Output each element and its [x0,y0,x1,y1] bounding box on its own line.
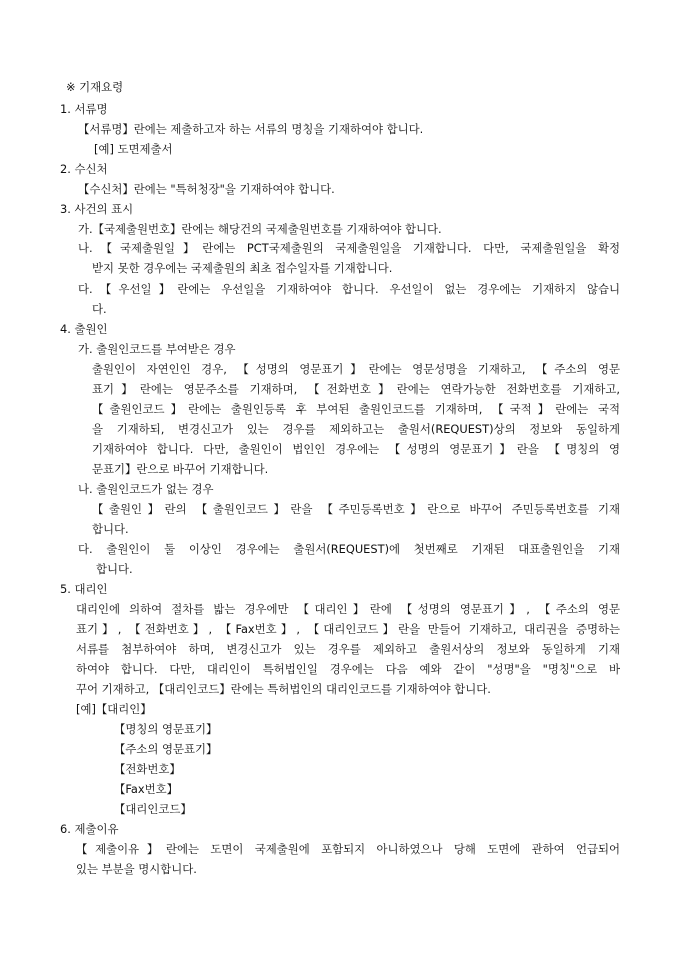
section-4-item-b-line1: 【출원인】란의 【출원인코드】란을 【주민등록번호】란으로 바꾸어 주민등록번호를 기재 [92,502,620,516]
section-5-para-line2: 표기】, 【전화번호】, 【Fax번호】, 【대리인코드】란을 만들어 기재하고, 대리권을 증명하는 [76,622,620,636]
section-4-item-a-line4: 을 기재하되, 변경신고가 있는 경우를 제외하고는 출원서(REQUEST)상의 정보와 동일하게 [92,422,620,436]
section-5-para-line5: 꾸어 기재하고, 【대리인코드】란에는 특허법인의 대리인코드를 기재하여야 합니다. [76,682,491,696]
section-4-item-a-line5: 기재하여야 합니다. 다만, 출원인이 법인인 경우에는 【성명의 영문표기】란을 【명칭의 영 [92,442,620,456]
section-4-title: 4. 출원인 [60,322,108,336]
section-4-item-a-title: 가. 출원인코드를 부여받은 경우 [78,342,236,356]
section-1-example: [예] 도면제출서 [94,142,173,156]
section-5-para-line3: 서류를 첨부하여야 하며, 변경신고가 있는 경우를 제외하고 출원서상의 정보와 동일하게 기재 [76,642,620,656]
section-5-para-line1: 대리인에 의하여 절차를 밟는 경우에만 【대리인】란에 【성명의 영문표기】, 【주소의 영문 [76,602,620,616]
section-6-title: 6. 제출이유 [60,822,119,836]
section-4-item-a-line6: 문표기】란으로 바꾸어 기재합니다. [92,462,269,476]
section-2-title: 2. 수신처 [60,162,108,176]
section-3-item-c-line2: 다. [92,302,107,316]
section-5-example-item: 【대리인코드】 [114,802,192,816]
section-3-item-b-line2: 받지 못한 경우에는 국제출원의 최초 접수일자를 기재합니다. [92,261,393,275]
section-1-body: 【서류명】란에는 제출하고자 하는 서류의 명칭을 기재하여야 합니다. [78,122,424,136]
section-4-item-b-line2: 합니다. [92,522,129,536]
section-3-item-b-line1: 나.【국제출원일】란에는 PCT국제출원의 국제출원일을 기재합니다. 다만, 국제출원일을 확정 [78,241,620,255]
section-6-para-line2: 있는 부분을 명시합니다. [76,862,197,876]
section-3-item-c-line1: 다.【우선일】란에는 우선일을 기재하여야 합니다. 우선일이 없는 경우에는 기재하지 않습니 [78,282,620,296]
section-4-item-a-line3: 【출원인코드】란에는 출원인등록 후 부여된 출원인코드를 기재하며, 【국적】란에는 국적 [92,402,620,416]
section-5-example-item: 【전화번호】 [114,762,181,776]
section-5-example: [예]【대리인】 [76,702,152,716]
section-4-item-c-line1: 다. 출원인이 둘 이상인 경우에는 출원서(REQUEST)에 첫번째로 기재된 대표출원인을 기재 [78,542,620,556]
section-5-example-item: 【명칭의 영문표기】 [114,722,218,736]
section-6-para-line1: 【제출이유】란에는 도면이 국제출원에 포함되지 아니하였으나 당해 도면에 관하여 언급되어 [76,842,620,856]
section-4-item-c-line2: 합니다. [96,562,133,576]
section-4-item-a-line1: 출원인이 자연인인 경우, 【성명의 영문표기】란에는 영문성명을 기재하고, 【주소의 영문 [92,362,620,376]
section-5-example-item: 【Fax번호】 [114,782,179,796]
section-5-para-line4: 하여야 합니다. 다만, 대리인이 특허법인일 경우에는 다음 예와 같이 "성명"을 "명칭"으로 바 [76,662,620,676]
section-5-example-item: 【주소의 영문표기】 [114,742,218,756]
section-3-title: 3. 사건의 표시 [60,202,134,216]
instructions-header: ※ 기재요령 [66,80,124,94]
section-3-item-a: 가.【국제출원번호】란에는 해당건의 국제출원번호를 기재하여야 합니다. [78,222,442,236]
section-4-item-a-line2: 표기】란에는 영문주소를 기재하며, 【전화번호】란에는 연락가능한 전화번호를 기재하고, [92,382,620,396]
section-1-title: 1. 서류명 [60,102,108,116]
section-2-body: 【수신처】란에는 "특허청장"을 기재하여야 합니다. [78,182,335,196]
section-4-item-b-title: 나. 출원인코드가 없는 경우 [78,482,214,496]
section-5-title: 5. 대리인 [60,582,108,596]
